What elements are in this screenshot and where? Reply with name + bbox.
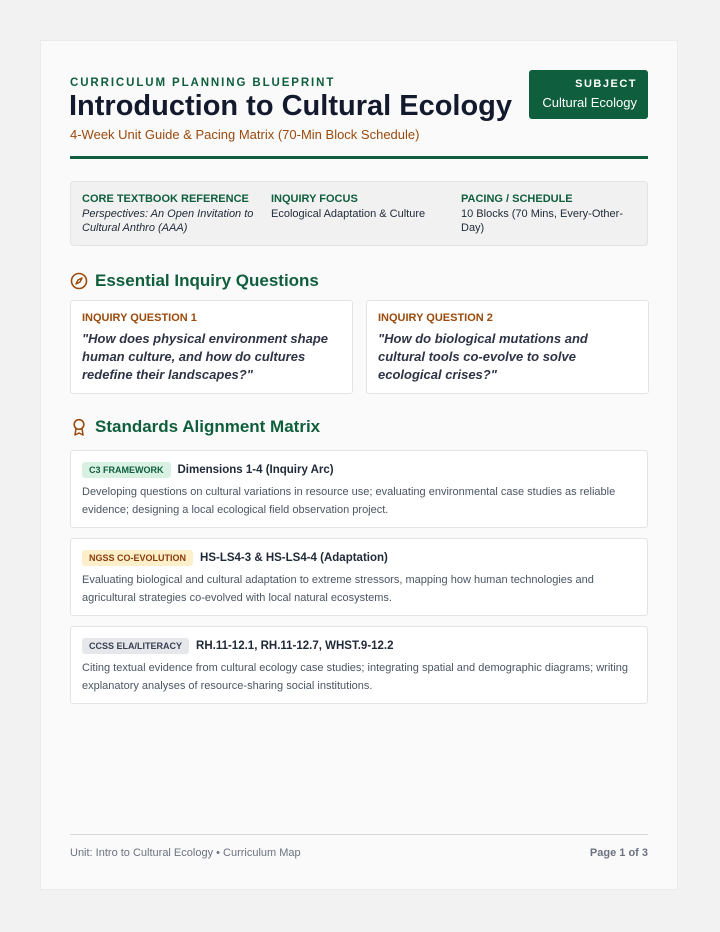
standard-description: Evaluating biological and cultural adaptation to extreme stressors, mapping how human technologies and agricultural strategies co-evolved with local natural ecosystems. [82,574,594,604]
standard-description: Developing questions on cultural variations in resource use; evaluating environmental case studies as reliable evidence; designing a local ecological field observation project. [82,486,616,516]
pacing-value: 10 Blocks (70 Mins, Every-Other-Day) [461,208,623,234]
inquiry-section-header [70,271,319,291]
page-number: Page 1 of 3 [589,847,648,859]
award-icon [70,418,88,436]
standard-card-ccss [70,626,648,704]
standard-badge: CCSS ELA/LITERACY [82,638,189,654]
compass-icon [70,272,88,290]
inquiry-question-text: "How does physical environment shape human culture, and how do cultures redefine their landscapes?" [82,331,329,382]
page-title: Introduction to Cultural Ecology [69,90,513,122]
inquiry-section-title: Essential Inquiry Questions [95,271,319,290]
inquiry-question-card-1 [70,300,353,394]
standard-title: Dimensions 1-4 (Inquiry Arc) [177,464,334,476]
inquiry-question-label: INQUIRY QUESTION 1 [82,312,197,324]
standard-badge: C3 FRAMEWORK [82,462,171,478]
header-divider [70,156,648,159]
unit-info-panel [70,181,648,246]
textbook-value: Perspectives: An Open Invitation to Cultural Anthro (AAA) [82,208,254,234]
subject-label: SUBJECT [575,78,637,90]
standard-title: HS-LS4-3 & HS-LS4-4 (Adaptation) [200,552,388,564]
standard-description: Citing textual evidence from cultural ecology case studies; integrating spatial and demographic diagrams; writing explanatory analyses of resource-sharing social institutions. [82,662,629,692]
pacing-label: PACING / SCHEDULE [461,193,573,205]
inquiry-question-label: INQUIRY QUESTION 2 [378,312,493,324]
pacing-info [461,193,636,235]
focus-value: Ecological Adaptation & Culture [271,208,426,220]
subject-badge [529,70,648,119]
document-page [41,41,677,889]
standards-section-header [70,417,320,437]
focus-info [271,193,457,221]
standard-card-ngss [70,538,648,616]
footer-divider [70,834,648,835]
page-subtitle: 4-Week Unit Guide & Pacing Matrix (70-Min Block Schedule) [70,127,420,142]
standard-card-c3 [70,450,648,528]
inquiry-question-text: "How do biological mutations and cultural tools co-evolve to solve ecological crises?" [378,331,588,382]
standard-badge: NGSS CO-EVOLUTION [82,550,193,566]
textbook-info [82,193,268,235]
focus-label: INQUIRY FOCUS [271,193,358,205]
textbook-label: CORE TEXTBOOK REFERENCE [82,193,249,205]
standard-title: RH.11-12.1, RH.11-12.7, WHST.9-12.2 [196,640,394,652]
eyebrow-label: CURRICULUM PLANNING BLUEPRINT [70,77,336,89]
subject-value: Cultural Ecology [542,95,637,110]
footer-unit-label: Unit: Intro to Cultural Ecology • Curriculum Map [70,847,301,859]
standards-section-title: Standards Alignment Matrix [95,417,321,436]
inquiry-question-card-2 [366,300,649,394]
